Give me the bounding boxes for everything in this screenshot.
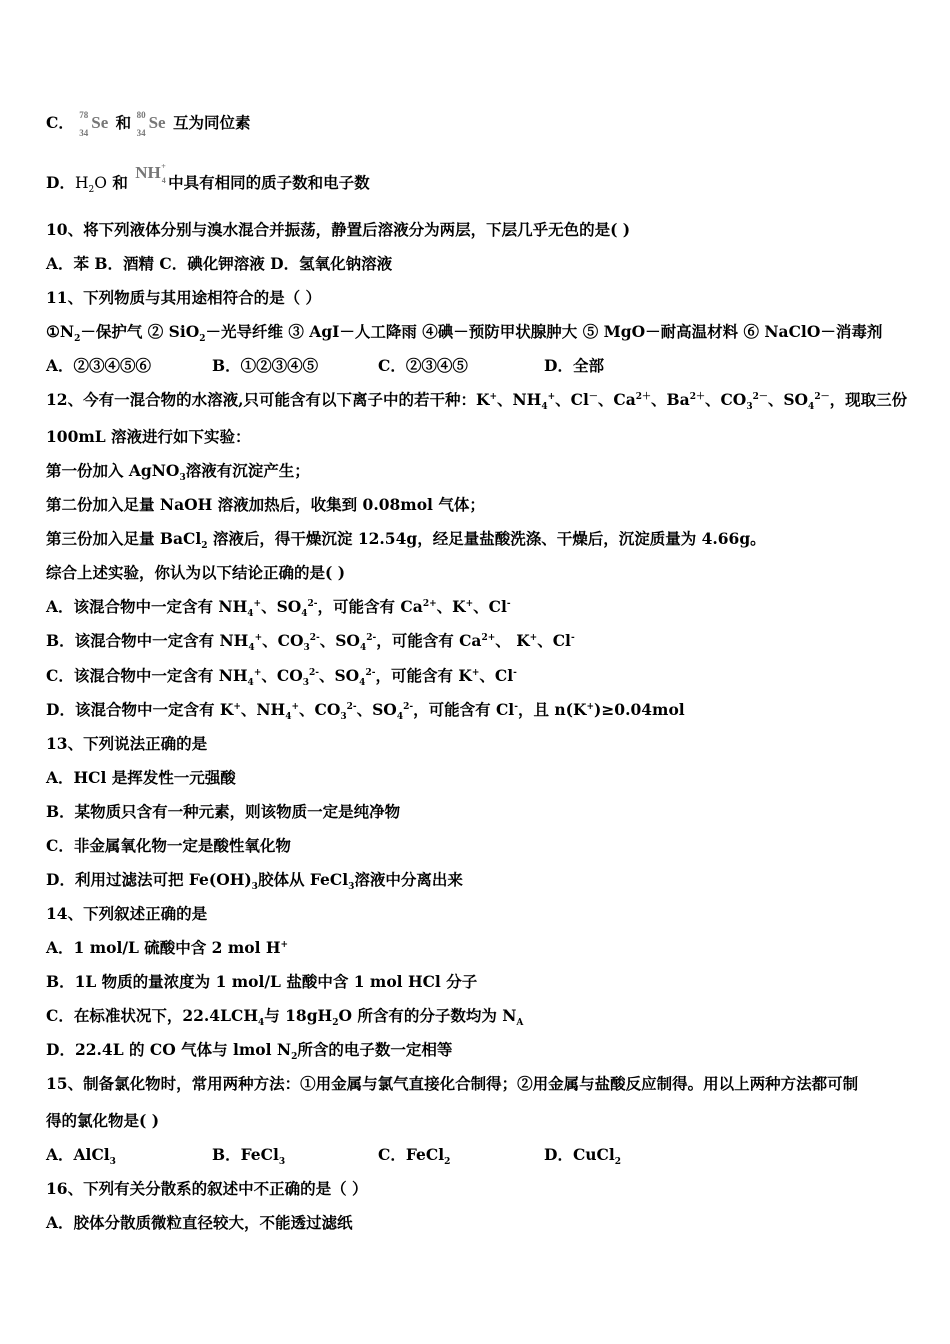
- q12-option-c: C．该混合物中一定含有 $NH_4^+$、$CO_3^{2-}$、$SO_4^{2-}$，可能含有 K+、Cl-: [46, 666, 517, 689]
- ammonium-formula: NH + 4: [135, 162, 166, 185]
- q12-stem-line1: 12、今有一混合物的水溶液,只可能含有以下离子中的若干种：K+、$NH_4^+$、Cl－、$Ca^{2+}$、$Ba^{2+}$、$CO_3^{2-}$、$SO_4^{2-}$，现取三份: [46, 390, 908, 413]
- q11-options: [46, 355, 920, 377]
- q15-options: [46, 1144, 920, 1166]
- q11-items: $①N_2-$保护气 ② SiO$_2$－光导纤维 ③ AgI－人工降雨 ④碘－预防甲状腺肿大 ⑤ MgO－耐高温材料 ⑥ NaClO－消毒剂: [46, 322, 883, 345]
- q11-option-b: B．①②③④⑤: [212, 356, 319, 375]
- q15-stem-line1: 15、制备氯化物时，常用两种方法：①用金属与氯气直接化合制得；②用金属与盐酸反应制得。用以上两种方法都可制: [46, 1074, 859, 1093]
- q13-option-b: B．某物质只含有一种元素，则该物质一定是纯净物: [46, 802, 401, 821]
- q11-option-a: A．②③④⑤⑥: [46, 356, 152, 375]
- q14-option-a: A．1 mol/L 硫酸中含 2 mol H+: [46, 938, 289, 957]
- isotope-se80: 80 34 Se: [136, 110, 166, 138]
- q12-option-d: D．该混合物中一定含有 K+、$NH_4^+$、$CO_3^{2-}$、$SO_4^{2-}$，可能含有 Cl-，且 n(K+)≥0.04mol: [46, 700, 685, 723]
- q12-option-b: B．该混合物中一定含有 $NH_4^+$、$CO_3^{2-}$、$SO_4^{2-}$，可能含有 $Ca^{2+}$、 K+、Cl-: [46, 631, 575, 654]
- q16-option-a: A．胶体分散质微粒直径较大，不能透过滤纸: [46, 1213, 353, 1232]
- q12-option-a: A．该混合物中一定含有 $NH_4^+$、$SO_4^{2-}$，可能含有 $Ca^{2+}$、K+、Cl-: [46, 597, 511, 620]
- q12-experiment-2: 第二份加入足量 NaOH 溶液加热后，收集到 0.08mol 气体；: [46, 495, 485, 514]
- isotope-se78: 78 34 Se: [79, 110, 109, 138]
- q11-stem: 11、下列物质与其用途相符合的是（ ）: [46, 288, 321, 307]
- q9-option-d: D．$H_2O$ 和 NH + 4 中具有相同的质子数和电子数: [46, 162, 370, 196]
- q14-stem: 14、下列叙述正确的是: [46, 904, 208, 923]
- q12-experiment-1: 第一份加入 AgNO$_3$溶液有沉淀产生；: [46, 461, 310, 484]
- q16-stem: 16、下列有关分散系的叙述中不正确的是（ ）: [46, 1179, 368, 1198]
- q15-option-c: C．FeCl$_2$: [378, 1145, 451, 1168]
- q9-option-c: C． 78 34 Se 和 80 34 Se 互为同位素: [46, 110, 251, 138]
- q13-stem: 13、下列说法正确的是: [46, 734, 208, 753]
- q10-options: A．苯 B．酒精 C．碘化钾溶液 D．氢氧化钠溶液: [46, 254, 393, 273]
- q15-option-d: D．CuCl$_2$: [544, 1145, 622, 1168]
- q13-option-a: A．HCl 是挥发性一元强酸: [46, 768, 236, 787]
- q12-conclusion-prompt: 综合上述实验，你认为以下结论正确的是( ): [46, 563, 346, 582]
- q11-option-c: C．②③④⑤: [378, 356, 468, 375]
- q10-stem: 10、将下列液体分别与溴水混合并振荡，静置后溶液分为两层，下层几乎无色的是( ): [46, 220, 631, 239]
- q12-experiment-3: 第三份加入足量 BaCl$_2$ 溶液后，得干燥沉淀 12.54g，经足量盐酸洗涤、干燥后，沉淀质量为 4.66g。: [46, 529, 766, 552]
- q13-option-d: D．利用过滤法可把 $Fe(OH)_3$胶体从 FeCl$_3$溶液中分离出来: [46, 870, 463, 893]
- q15-option-a: A．AlCl$_3$: [46, 1145, 116, 1168]
- q11-option-d: D．全部: [544, 356, 604, 375]
- q14-option-d: D．22.4L 的 CO 气体与 lmol $N_2$所含的电子数一定相等: [46, 1040, 453, 1063]
- q14-option-c: C．在标准状况下，$22.4LCH_4$与 $18gH_2O$ 所含有的分子数均为 $N_A$: [46, 1006, 524, 1029]
- q12-stem-line2: 100mL 溶液进行如下实验：: [46, 427, 251, 446]
- q14-option-b: B．1L 物质的量浓度为 1 mol/L 盐酸中含 1 mol HCl 分子: [46, 972, 478, 991]
- q15-stem-line2: 得的氯化物是( ): [46, 1111, 160, 1130]
- q13-option-c: C．非金属氧化物一定是酸性氧化物: [46, 836, 291, 855]
- q15-option-b: B．FeCl$_3$: [212, 1145, 286, 1168]
